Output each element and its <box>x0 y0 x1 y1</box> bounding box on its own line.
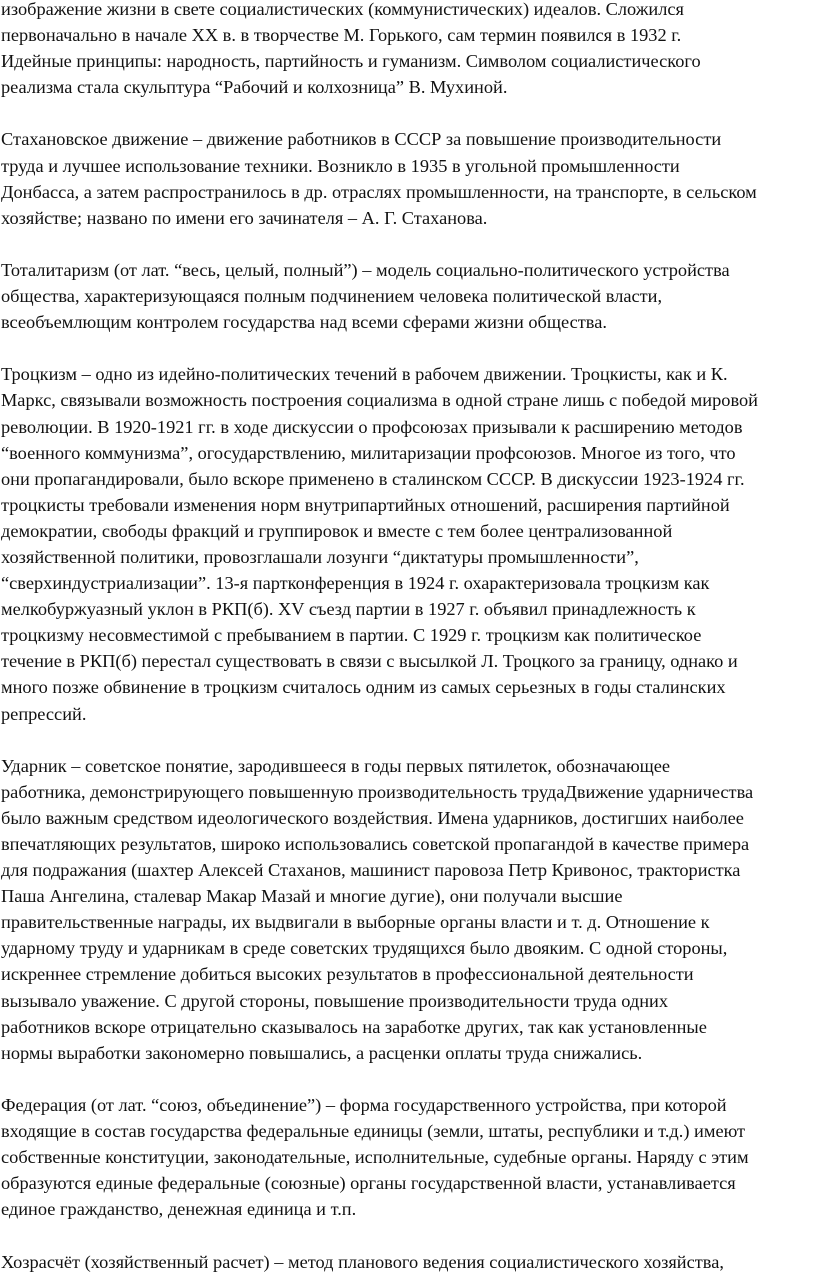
text-line: было важным средством идеологического воздействия. Имена ударников, достигших наиболее <box>0 807 744 828</box>
paragraph-gap <box>0 727 816 753</box>
text-line: Стахановское движение – движение работников в СССР за повышение производительности <box>0 129 722 150</box>
text-line: ударному труду и ударникам в среде советских трудящихся было двояким. С одной стороны, <box>0 938 728 959</box>
text-line: Маркс, связывали возможность построения социализма в одной стране лишь с победой мировой <box>0 390 758 411</box>
text-line: мелкобуржуазный уклон в РКП(б). XV съезд партии в 1927 г. объявил принадлежность к <box>0 599 696 620</box>
paragraph-trotskyism <box>0 361 816 726</box>
text-line: “военного коммунизма”, огосударствлению, милитаризации профсоюзов. Многое из того, что <box>0 442 736 463</box>
text-line: Донбасса, а затем распространилось в др. отраслях промышленности, на транспорте, в сельском <box>0 181 757 202</box>
text-line: Федерация (от лат. “союз, объединение”) – форма государственного устройства, при которой <box>0 1094 727 1115</box>
text-line: искреннее стремление добиться высоких результатов в профессиональной деятельности <box>0 964 694 985</box>
text-line: репрессий. <box>0 703 87 724</box>
text-line: входящие в состав государства федеральные единицы (земли, штаты, республики и т.д.) имеют <box>0 1121 746 1142</box>
paragraph-gap <box>0 335 816 361</box>
text-line: течение в РКП(б) перестал существовать в связи с высылкой Л. Троцкого за границу, однако и <box>0 651 738 672</box>
paragraph-gap <box>0 1066 816 1092</box>
text-line: много позже обвинение в троцкизм считалось одним из самых серьезных в годы сталинских <box>0 677 726 698</box>
text-line: хозяйственной политики, провозглашали лозунги “диктатуры промышленности”, <box>0 546 639 567</box>
paragraph-gap <box>0 231 816 257</box>
text-line: образуются единые федеральные (союзные) органы государственной власти, устанавливается <box>0 1173 736 1194</box>
text-line: работника, демонстрирующего повышенную производительность трудаДвижение ударничества <box>0 781 754 802</box>
text-line: единое гражданство, денежная единица и т.п. <box>0 1199 357 1220</box>
text-line: Троцкизм – одно из идейно-политических течений в рабочем движении. Троцкисты, как и К. <box>0 364 728 385</box>
paragraph-socialist-realism <box>0 0 816 100</box>
text-line: нормы выработки закономерно повышались, а расценки оплаты труда снижались. <box>0 1042 643 1063</box>
paragraph-gap <box>0 1222 816 1248</box>
text-line: для подражания (шахтер Алексей Стаханов, машинист паровоза Петр Кривонос, трактористка <box>0 860 741 881</box>
text-line: реализма стала скульптура “Рабочий и колхозница” В. Мухиной. <box>0 77 508 98</box>
text-line: общества, характеризующаяся полным подчинением человека политической власти, <box>0 286 663 307</box>
text-line: всеобъемлющим контролем государства над всеми сферами жизни общества. <box>0 312 607 333</box>
text-line: демократии, свободы фракций и группировок и вместе с тем более централизованной <box>0 520 673 541</box>
text-line: впечатляющих результатов, широко использовались советской пропагандой в качестве примера <box>0 834 750 854</box>
text-line: труда и лучшее использование техники. Возникло в 1935 в угольной промышленности <box>0 155 680 176</box>
text-line: троцкисты требовали изменения норм внутрипартийных отношений, расширения партийной <box>0 494 730 515</box>
text-line: работников вскоре отрицательно сказывалось на заработке других, так как установленные <box>0 1016 707 1037</box>
text-line: “сверхиндустриализации”. 13-я партконференция в 1924 г. охарактеризовала троцкизм как <box>0 573 710 594</box>
text-line: Хозрасчёт (хозяйственный расчет) – метод планового ведения социалистического хозяйства, <box>0 1251 724 1272</box>
text-line: Идейные принципы: народность, партийность и гуманизм. Символом социалистического <box>0 51 701 72</box>
text-line: правительственные награды, их выдвигали в выборные органы власти и т. д. Отношение к <box>0 912 710 933</box>
text-line: первоначально в начале XX в. в творчестве М. Горького, сам термин появился в 1932 г. <box>0 25 682 46</box>
paragraph-khozraschet <box>0 1249 816 1275</box>
text-line: изображение жизни в свете социалистических (коммунистических) идеалов. Сложился <box>0 0 684 19</box>
text-line: хозяйстве; названо по имени его зачинателя – А. Г. Стаханова. <box>0 207 488 228</box>
paragraph-udarnik <box>0 753 816 1066</box>
paragraph-totalitarianism <box>0 257 816 335</box>
text-line: Тоталитаризм (от лат. “весь, целый, полный”) – модель социально-политического устройства <box>0 259 730 280</box>
text-line: вызывало уважение. С другой стороны, повышение производительности труда одних <box>0 990 669 1011</box>
text-line: они пропагандировали, было вскоре применено в сталинском СССР. В дискуссии 1923-1924 гг. <box>0 468 745 489</box>
text-line: троцкизму несовместимой с пребыванием в партии. С 1929 г. троцкизм как политическое <box>0 625 702 646</box>
paragraph-stakhanov-movement <box>0 126 816 230</box>
paragraph-gap <box>0 100 816 126</box>
text-line: Паша Ангелина, сталевар Макар Мазай и многие дугие), они получали высшие <box>0 886 623 907</box>
text-line: Ударник – советское понятие, зародившееся в годы первых пятилеток, обозначающее <box>0 755 671 776</box>
text-line: собственные конституции, законодательные, исполнительные, судебные органы. Наряду с этим <box>0 1147 749 1168</box>
paragraph-federation <box>0 1092 816 1222</box>
text-line: революции. В 1920-1921 гг. в ходе дискуссии о профсоюзах призывали к расширению методов <box>0 416 743 437</box>
